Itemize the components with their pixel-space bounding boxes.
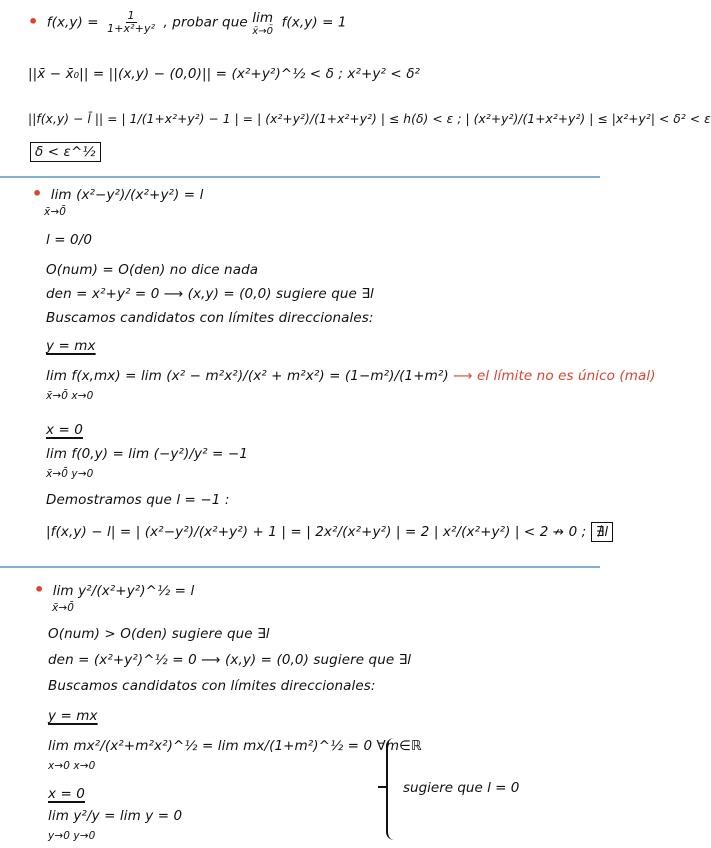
s3-directional-limit: lim mx²/(x²+m²x²)^½ = lim mx/(1+m²)^½ = 0 ∀m∈ℝ — [48, 738, 422, 754]
s3-limit-statement — [34, 580, 194, 599]
curly-brace-icon — [386, 738, 400, 840]
s3-conclusion: sugiere que l = 0 — [403, 780, 520, 796]
s2-ymx-heading: y = mx — [46, 338, 96, 354]
s2-demostramos: Demostramos que l = −1 : — [46, 492, 230, 508]
s1-lim-under: x̄→0̄ — [252, 26, 274, 37]
s2-dir-note: ⟶ el límite no es único (mal) — [453, 368, 656, 384]
brace-tip — [378, 786, 388, 788]
s2-final-box: ∄l — [591, 522, 613, 542]
s1-fraction-num: 1 — [127, 9, 135, 22]
s3-ymx-heading: y = mx — [48, 708, 98, 724]
s3-x0-limit: lim y²/y = lim y = 0 — [48, 808, 183, 824]
s3-x0-under: y→0 y→0 — [48, 830, 96, 842]
s2-x0-heading: x = 0 — [46, 422, 83, 438]
s2-den-line: den = x²+y² = 0 ⟶ (x,y) = (0,0) sugiere que ∃l — [46, 286, 374, 302]
s2-lim-expression: lim (x²−y²)/(x²+y²) = l — [50, 187, 204, 203]
s2-lim-under: x̄→0̄ — [44, 206, 66, 218]
s2-dir-expression: lim f(x,mx) = lim (x² − m²x²)/(x² + m²x²) = (1−m²)/(1+m²) — [46, 368, 449, 384]
s3-order-line: O(num) > O(den) sugiere que ∃l — [48, 626, 270, 642]
bullet-icon: • — [28, 11, 39, 31]
s1-lim-word: lim — [252, 10, 274, 26]
s1-result — [30, 142, 101, 162]
s1-problem-statement — [28, 10, 347, 37]
s1-lim-operator — [252, 10, 273, 37]
s1-probar-text: , probar que — [163, 14, 248, 31]
section-divider-2 — [0, 566, 600, 568]
s1-inequality-line: ||f(x,y) − l̄ || = | 1/(1+x²+y²) − 1 | = | (x²+y²)/(1+x²+y²) | ≤ h(δ) < ε ; | (x²+y²)/(1+x²+y²) | ≤ |x²+y²| < δ² < ε — [28, 112, 711, 126]
bullet-icon: • — [34, 580, 45, 599]
s2-x0-limit: lim f(0,y) = lim (−y²)/y² = −1 — [46, 446, 248, 462]
s2-x0-under: x̄→0̄ y→0 — [46, 468, 94, 480]
s3-lim-under: x̄→0̄ — [52, 602, 74, 614]
s2-buscamos-line: Buscamos candidatos con límites direccionales: — [46, 310, 374, 326]
section-divider-1 — [0, 176, 600, 178]
s2-final-line — [46, 522, 613, 542]
s3-lim-expression: lim y²/(x²+y²)^½ = l — [52, 583, 195, 599]
s3-den-line: den = (x²+y²)^½ = 0 ⟶ (x,y) = (0,0) sugiere que ∃l — [48, 652, 412, 668]
s1-function-label: f(x,y) = — [46, 14, 99, 31]
s3-buscamos-line: Buscamos candidatos con límites direccionales: — [48, 678, 376, 694]
s2-l-indeterminate: l = 0/0 — [46, 232, 93, 248]
s1-fraction-den: 1+x²+y² — [107, 22, 156, 35]
s2-dir-under: x̄→0̄ x→0 — [46, 390, 94, 402]
s1-limit-value: f(x,y) = 1 — [281, 14, 347, 31]
s1-fraction — [105, 10, 157, 35]
s1-distance-line: ||x̄ − x̄₀|| = ||(x,y) − (0,0)|| = (x²+y²)^½ < δ ; x²+y² < δ² — [28, 66, 421, 82]
s2-order-line: O(num) = O(den) no dice nada — [46, 262, 259, 278]
s3-x0-heading: x = 0 — [48, 786, 85, 802]
bullet-icon: • — [32, 184, 43, 203]
s1-boxed-result: δ < ε^½ — [30, 142, 101, 162]
s2-directional-limit — [46, 368, 656, 384]
s3-dir-under: x→0 x→0 — [48, 760, 96, 772]
s2-final-expression: |f(x,y) − l| = | (x²−y²)/(x²+y²) + 1 | = | 2x²/(x²+y²) | = 2 | x²/(x²+y²) | < 2 ↛ 0 ; — [46, 524, 587, 540]
s2-limit-statement — [32, 184, 203, 203]
